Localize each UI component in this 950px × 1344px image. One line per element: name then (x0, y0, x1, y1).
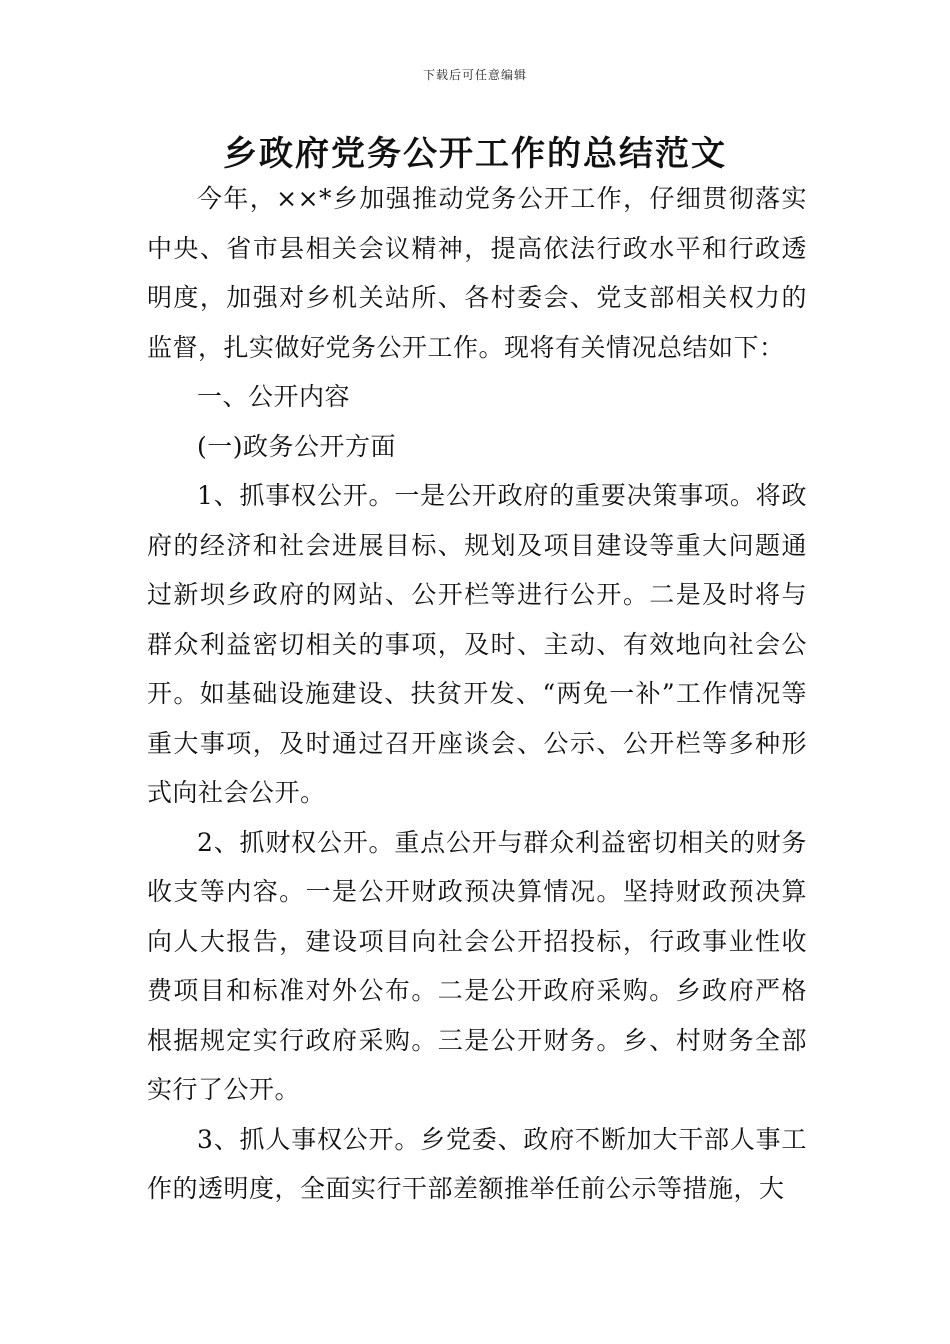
page-header-note: 下载后可任意编辑 (422, 68, 527, 82)
document-body (147, 174, 807, 1214)
paragraph-personnel-power: 3、抓人事权公开。乡党委、政府不断加大干部人事工作的透明度，全面实行干部差额推举任前公示等措施，大 (147, 1124, 807, 1203)
section-heading-public-content: 一、公开内容 (197, 382, 351, 411)
subsection-heading-government-affairs: (一)政务公开方面 (197, 431, 397, 461)
paragraph-intro: 今年，××*乡加强推动党务公开工作，仔细贯彻落实中央、省市县相关会议精神，提高依法行政水平和行政透明度，加强对乡机关站所、各村委会、党支部相关权力的监督，扎实做好党务公开工作。现将有关情况总结如下： (147, 184, 807, 362)
document-title: 乡政府党务公开工作的总结范文 (223, 134, 727, 174)
paragraph-financial-power: 2、抓财权公开。重点公开与群众利益密切相关的财务收支等内容。一是公开财政预决算情况。坚持财政预决算向人大报告，建设项目向社会公开招投标，行政事业性收费项目和标准对外公布。二是公开政府采购。乡政府严格根据规定实行政府采购。三是公开财务。乡、村财务全部实行了公开。 (147, 827, 807, 1104)
paragraph-affairs-power: 1、抓事权公开。一是公开政府的重要决策事项。将政府的经济和社会进展目标、规划及项目建设等重大问题通过新坝乡政府的网站、公开栏等进行公开。二是及时将与群众利益密切相关的事项，及时、主动、有效地向社会公开。如基础设施建设、扶贫开发、“两免一补”工作情况等重大事项，及时通过召开座谈会、公示、公开栏等多种形式向社会公开。 (147, 481, 807, 807)
